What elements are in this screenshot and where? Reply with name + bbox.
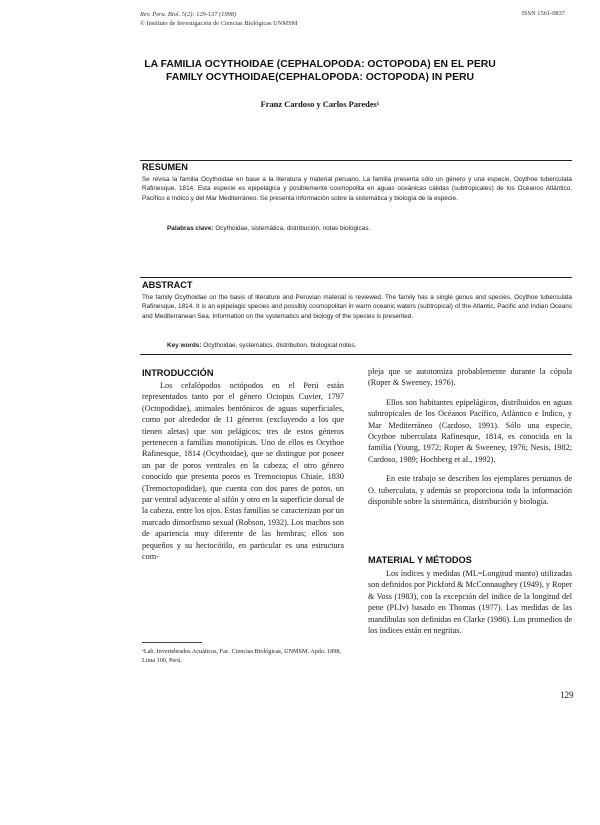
resumen-text: Se revisa la familia Ocythoidae en base a la literatura y material peruano. La familia presenta sólo un género y una especie, Ocythoe tuberculata Rafinesque, 1814. Esta especie es epipelágica y posiblemente cosmopolita en aguas oceánicas cálidas (subtropicales) de los Océanos Atlántico, Pacífico e Indico y del Mar Mediterráneo. Se presenta información sobre la sistemática y biología de la especie. bbox=[142, 176, 572, 202]
journal-header bbox=[140, 10, 297, 28]
material-column bbox=[368, 568, 572, 683]
abstract-keywords-text: Ocythoidae, systematics, distribution, biological notes. bbox=[203, 342, 357, 349]
authors: Franz Cardoso y Carlos Paredes¹ bbox=[260, 100, 380, 109]
abstract-heading: ABSTRACT bbox=[142, 280, 193, 290]
footnote: ¹Lab. Invertebrados Acuáticos, Fac. Ciencias Biológicas, UNMSM. Apdo. 1898, Lima 100, Perú. bbox=[142, 648, 341, 664]
introduccion-paragraph-1: Los cefalópodos octópodos en el Perú están representados tanto por el género Octopus Cuvier, 1797 (Octopodidae), animales bentónicos de aguas superficiales, como por alrededor de 11 géneros (excluyendo a los que tienen aletas) que son pelágicos; tres de estos géneros pertenecen a familias monotípicas. Uno de ellos es Ocythoe Rafinesque, 1814 (Ocythoidae), que se distingue por poseer un par de poros ventrales en la cabeza; el otro género conocido que presenta poros es Tremoctopus Chiaie, 1830 (Tremoctopodidae), que cuenta con dos pares de poros, un par ventral adyacente al sifón y otro en la superficie dorsal de la cabeza, entre los ojos. Estas familias se caracterizan por un marcado dimorfismo sexual (Robson, 1932). Los machos son de apariencia muy diferente de las hembras; ellos son pequeños y su hectocótilo, en particular es una estructura com- bbox=[142, 381, 344, 562]
material-heading: MATERIAL Y MÉTODOS bbox=[368, 555, 472, 565]
divider-abstract bbox=[140, 277, 572, 278]
abstract-keywords bbox=[167, 341, 572, 350]
introduccion-paragraph-3: Ellos son habitantes epipelágicos, distribuidos en aguas subtropicales de los Océanos Pacífico, Atlántico e Indico, y Mar Mediterráneo (Cardoso, 1991). Sólo una especie, Ocythoe tuberculata Rafinesque, 1814, es conocida en la familia (Young, 1972; Roper & Sweeney, 1976; Nesis, 1982; Cardoso, 1989; Hochberg et al., 1992). bbox=[368, 397, 572, 464]
abstract-keywords-label: Key words: bbox=[167, 342, 202, 349]
resumen-keywords-label: Palabras clave: bbox=[167, 225, 214, 232]
footnote-rule bbox=[142, 642, 202, 643]
journal-citation: Rev. Peru. Biol. 5(2): 129-137 (1998) bbox=[140, 11, 237, 18]
introduccion-column-left bbox=[142, 380, 344, 572]
resumen-keywords bbox=[167, 224, 572, 233]
divider-top bbox=[140, 160, 572, 161]
institute-line: © Instituto de Investigación de Ciencias Biológicas UNMSM bbox=[140, 20, 298, 27]
introduccion-paragraph-2: pleja que se autotomiza probablemente durante la cópula (Roper & Sweeney, 1976). bbox=[368, 367, 572, 388]
abstract-text: The family Ocythoidae on the basis of literature and Peruvian material is reviewed. The family has a single genus and species, Ocythoe tuberculata Rafinesque, 1814. It is an epipelagic species and possibly cosmopolitan in warm oceanic waters (subtropical) of the Atlantic, Pacific and Indian Oceans and Mediterranean Sea. Information on the systematics and biology of the species is presented. bbox=[142, 294, 572, 320]
introduccion-heading: INTRODUCCIÓN bbox=[142, 368, 214, 378]
divider-bottom bbox=[140, 354, 572, 355]
title-english: FAMILY OCYTHOIDAE(CEPHALOPODA: OCTOPODA) IN PERU bbox=[165, 72, 475, 83]
paper-title bbox=[110, 58, 530, 84]
resumen-keywords-text: Ocythoidae, sistemática, distribución, notas biológicas. bbox=[215, 225, 371, 232]
resumen-heading: RESUMEN bbox=[142, 162, 188, 172]
page-number: 129 bbox=[560, 690, 574, 700]
issn: ISSN 1561-0837 bbox=[521, 10, 565, 17]
introduccion-paragraph-4: En este trabajo se describen los ejemplares peruanos de O. tuberculata, y además se proporciona toda la información disponible sobre la sistemática, distribución y biología. bbox=[368, 474, 572, 507]
introduccion-column-right bbox=[368, 366, 572, 507]
material-paragraph-1: Los índices y medidas (ML=Longitud manto) utilizadas son definidos por Pickford & McConnaughey (1949), y Roper & Voss (1983), con la excepción del índice de la longitud del pene (PLIv) basado en Thomas (1977). Las medidas de las mandíbulas son definidas en Clarke (1986). Los promedios de los índices están en negritas. bbox=[368, 569, 572, 636]
title-spanish: LA FAMILIA OCYTHOIDAE (CEPHALOPODA: OCTOPODA) EN EL PERU bbox=[144, 59, 496, 70]
